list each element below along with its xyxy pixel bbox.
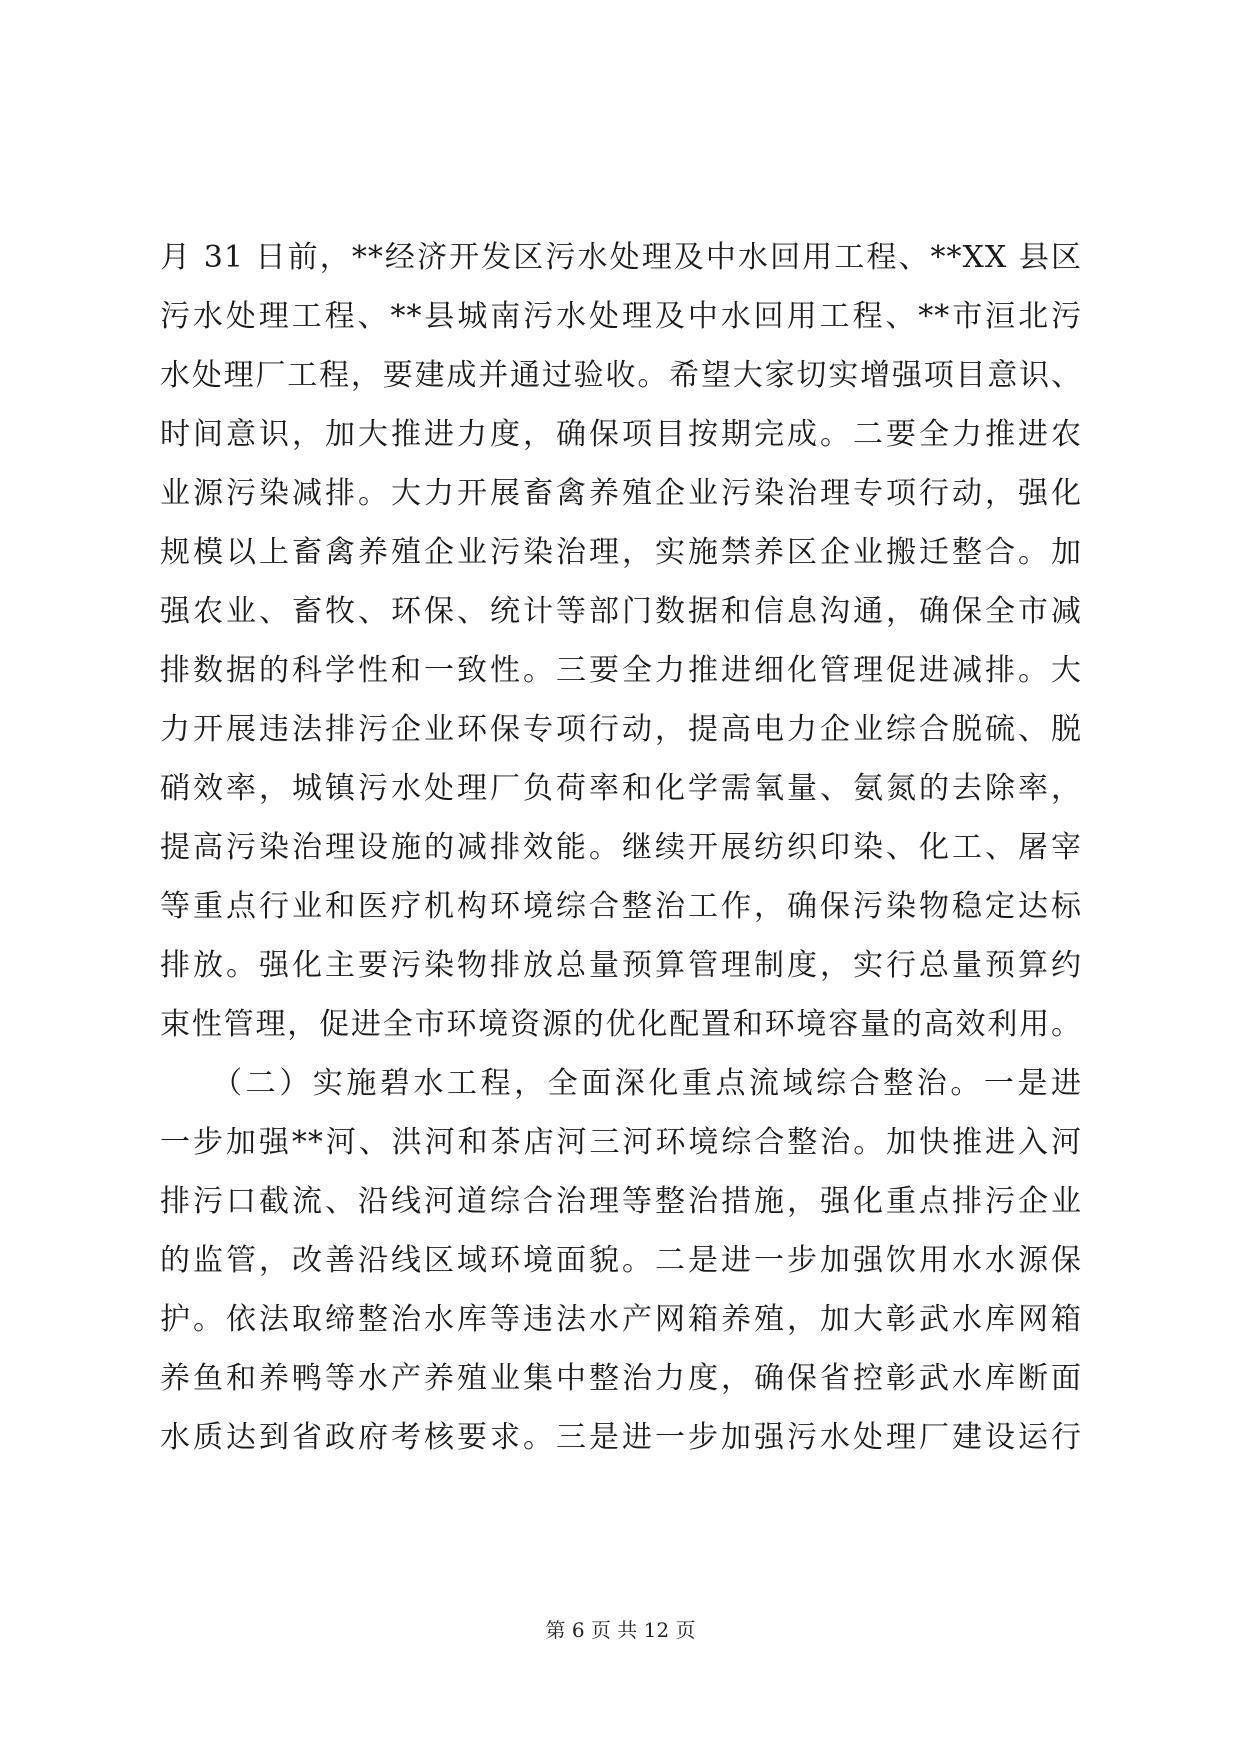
body-text <box>160 228 1082 1467</box>
text-line: 提高污染治理设施的减排效能。继续开展纺织印染、化工、屠宰 <box>160 830 1082 865</box>
text-line: 排数据的科学性和一致性。三要全力推进细化管理促进减排。大 <box>160 653 1082 688</box>
text-line: 等重点行业和医疗机构环境综合整治工作，确保污染物稳定达标 <box>160 889 1082 924</box>
text-line: 时间意识，加大推进力度，确保项目按期完成。二要全力推进农 <box>160 417 1082 452</box>
text-line: 养鱼和养鸭等水产养殖业集中整治力度，确保省控彰武水库断面 <box>160 1361 1082 1396</box>
text-line: 规模以上畜禽养殖企业污染治理，实施禁养区企业搬迁整合。加 <box>160 535 1082 570</box>
text-line: 一步加强**河、洪河和茶店河三河环境综合整治。加快推进入河 <box>160 1125 1082 1160</box>
text-line: 业源污染减排。大力开展畜禽养殖企业污染治理专项行动，强化 <box>160 476 1082 511</box>
text-line: 力开展违法排污企业环保专项行动，提高电力企业综合脱硫、脱 <box>160 712 1082 747</box>
text-line: 水质达到省政府考核要求。三是进一步加强污水处理厂建设运行 <box>160 1420 1082 1455</box>
text-line: 护。依法取缔整治水库等违法水产网箱养殖，加大彰武水库网箱 <box>160 1302 1082 1337</box>
text-line: 束性管理，促进全市环境资源的优化配置和环境容量的高效利用。 <box>160 1007 1082 1042</box>
page-number-footer: 第 6 页 共 12 页 <box>545 1618 696 1642</box>
text-line: 的监管，改善沿线区域环境面貌。二是进一步加强饮用水水源保 <box>160 1243 1082 1278</box>
text-line: 排放。强化主要污染物排放总量预算管理制度，实行总量预算约 <box>160 948 1082 983</box>
text-line: 强农业、畜牧、环保、统计等部门数据和信息沟通，确保全市减 <box>160 594 1082 629</box>
text-line: 污水处理工程、**县城南污水处理及中水回用工程、**市洹北污 <box>160 299 1082 334</box>
text-line: 月 31 日前，**经济开发区污水处理及中水回用工程、**XX 县区 <box>160 240 1082 275</box>
text-line: （二）实施碧水工程，全面深化重点流域综合整治。一是进 <box>160 1066 1082 1101</box>
text-line: 排污口截流、沿线河道综合治理等整治措施，强化重点排污企业 <box>160 1184 1082 1219</box>
text-line: 硝效率，城镇污水处理厂负荷率和化学需氧量、氨氮的去除率， <box>160 771 1082 806</box>
text-line: 水处理厂工程，要建成并通过验收。希望大家切实增强项目意识、 <box>160 358 1082 393</box>
